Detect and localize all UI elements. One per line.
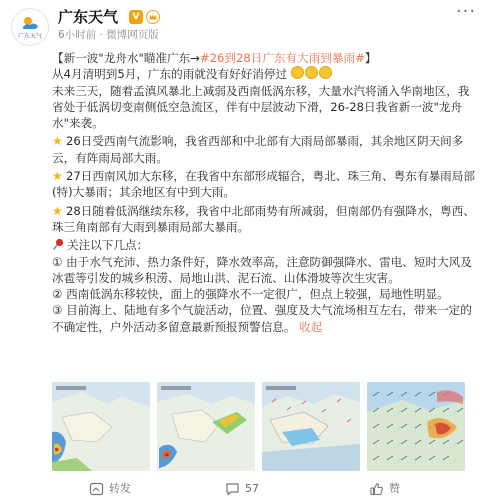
post-meta: 6小时前 · 微博网页版 xyxy=(58,29,159,41)
hashtag-link[interactable]: #26到28日广东有大雨到暴雨# xyxy=(199,51,365,65)
paragraph-day27 xyxy=(52,168,480,201)
repost-icon xyxy=(89,482,104,496)
point-2: ② 西南低涡东移较快，面上的强降水不一定很广，但点上较强，局地性明显。 xyxy=(52,287,449,302)
comment-icon xyxy=(225,482,240,496)
post-headline xyxy=(52,50,480,66)
repost-button[interactable] xyxy=(89,481,143,497)
point-3-text: ③ 目前海上、陆地有多个气旋活动，位置、强度及大气流场相互左右，带来一定的不确定性，户外活动多留意最新预报预警信息。 xyxy=(52,303,472,334)
like-label: 赞 xyxy=(389,482,400,495)
paragraph-day26 xyxy=(52,133,480,166)
headline-open: 【新一波"龙舟水"瞄准广东→ xyxy=(52,51,200,65)
collapse-link[interactable]: 收起 xyxy=(299,319,323,334)
star-icon: ★ xyxy=(52,203,63,218)
headline-close: 】 xyxy=(364,51,377,65)
point-1: ① 由于水气充沛、热力条件好，降水效率高，注意防御强降水、雷电、短时大风及冰雹等引发的城乡积涝、局地山洪、泥石流、山体滑坡等次生灾害。 xyxy=(52,254,472,285)
avatar[interactable] xyxy=(11,8,49,46)
notice-title-text: 关注以下几点： xyxy=(67,238,149,253)
like-button[interactable] xyxy=(369,481,419,497)
account-name[interactable]: 广东天气 xyxy=(58,8,119,26)
pushpin-icon xyxy=(52,238,65,251)
image-grid xyxy=(52,382,472,471)
day26-text: 26日受西南气流影响，我省西部和中北部有大雨局部暴雨，其余地区阴天间多云，有阵雨局部大雨。 xyxy=(52,134,464,165)
vip-crown-icon xyxy=(146,10,160,24)
more-dots-icon[interactable]: ··· xyxy=(455,1,477,22)
point-3 xyxy=(52,302,480,335)
avatar-label: 广东天气 xyxy=(17,33,42,40)
day28-text: 28日随着低涡继续东移，我省中北部雨势有所减弱，但南部仍有强降水，粤西、珠三角南部有大雨到暴雨局部大暴雨。 xyxy=(52,203,475,234)
notice-title xyxy=(52,237,480,253)
weather-logo-icon xyxy=(20,13,40,33)
paragraph-overview: 未来三天，随着孟滇风暴北上减弱及西南低涡东移，大量水汽将涌入华南地区，我省处于低涡切变南侧低空急流区，伴有中层波动下滑，26-28日我省新一波"龙舟水"来袭。 xyxy=(52,83,470,131)
action-bar xyxy=(0,476,491,500)
comment-count: 57 xyxy=(245,482,259,495)
intro-text: 从4月清明到5月，广东的雨就没有好好消停过 xyxy=(52,67,288,82)
post-body xyxy=(52,50,480,335)
repost-label: 转发 xyxy=(109,482,131,495)
tired-emoji-icon xyxy=(305,66,318,79)
star-icon: ★ xyxy=(52,169,63,184)
forecast-map-2[interactable] xyxy=(157,382,255,471)
paragraph-day28 xyxy=(52,203,480,236)
post-header xyxy=(0,0,491,50)
post-intro xyxy=(52,66,480,82)
tired-emoji-icon xyxy=(319,66,332,79)
star-icon: ★ xyxy=(52,134,63,149)
forecast-map-3[interactable] xyxy=(262,382,360,471)
day27-text: 27日西南风加大东移，在我省中东部形成辐合，粤北、珠三角、粤东有暴雨局部(特)大暴雨；其余地区有中到大雨。 xyxy=(52,169,475,200)
level-badge-icon: V xyxy=(129,10,143,24)
forecast-map-4[interactable] xyxy=(367,382,465,471)
tired-emoji-icon xyxy=(291,66,304,79)
like-icon xyxy=(369,482,384,496)
comment-button[interactable] xyxy=(225,481,275,497)
forecast-map-1[interactable] xyxy=(52,382,150,471)
